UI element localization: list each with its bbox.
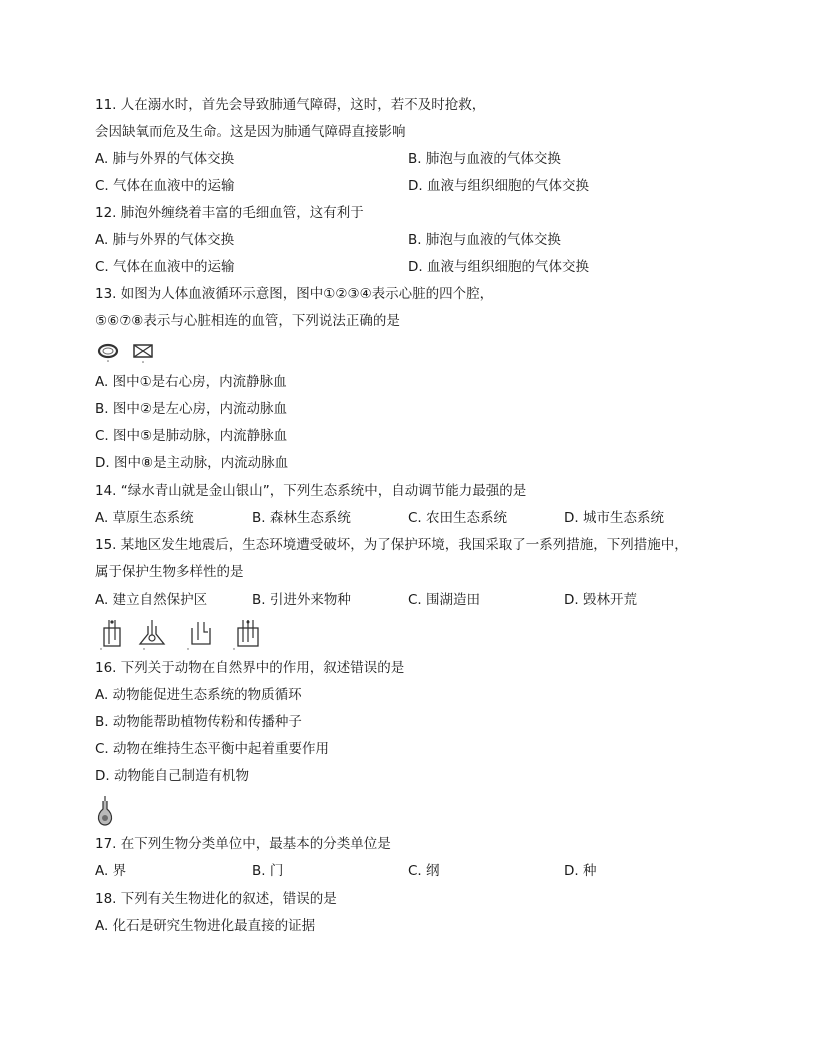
q17-option-d: D. 种 — [564, 863, 597, 879]
apparatus-figure — [98, 618, 268, 652]
q12-option-a: A. 肺与外界的气体交换 — [95, 232, 235, 248]
q15-option-c: C. 围湖造田 — [408, 592, 481, 608]
q11-stem-line2: 会因缺氧而危及生命。这是因为肺通气障碍直接影响 — [95, 124, 406, 140]
q18-option-a: A. 化石是研究生物进化最直接的证据 — [95, 918, 316, 934]
q16-option-d: D. 动物能自己制造有机物 — [95, 768, 249, 784]
q12-option-d: D. 血液与组织细胞的气体交换 — [408, 259, 589, 275]
q13-option-d: D. 图中⑧是主动脉，内流动脉血 — [95, 455, 289, 471]
q13-option-b: B. 图中②是左心房，内流动脉血 — [95, 401, 287, 417]
q11-option-d: D. 血液与组织细胞的气体交换 — [408, 178, 589, 194]
q15-option-b: B. 引进外来物种 — [252, 592, 351, 608]
q16-stem: 16. 下列关于动物在自然界中的作用，叙述错误的是 — [95, 660, 405, 676]
q16-option-c: C. 动物在维持生态平衡中起着重要作用 — [95, 741, 330, 757]
q14-stem: 14. “绿水青山就是金山银山”，下列生态系统中，自动调节能力最强的是 — [95, 483, 527, 499]
q17-stem: 17. 在下列生物分类单位中，最基本的分类单位是 — [95, 836, 391, 852]
q11-option-c: C. 气体在血液中的运输 — [95, 178, 235, 194]
q12-option-c: C. 气体在血液中的运输 — [95, 259, 235, 275]
flask-figure — [97, 795, 113, 827]
q14-option-a: A. 草原生态系统 — [95, 510, 194, 526]
q15-stem-line2: 属于保护生物多样性的是 — [95, 564, 244, 580]
q14-option-c: C. 农田生态系统 — [408, 510, 508, 526]
q11-option-a: A. 肺与外界的气体交换 — [95, 151, 235, 167]
q14-option-d: D. 城市生态系统 — [564, 510, 664, 526]
q14-option-b: B. 森林生态系统 — [252, 510, 351, 526]
q17-option-b: B. 门 — [252, 863, 284, 879]
q13-option-a: A. 图中①是右心房，内流静脉血 — [95, 374, 287, 390]
q15-stem-line1: 15. 某地区发生地震后，生态环境遭受破坏，为了保护环境，我国采取了一系列措施，下列措施中， — [95, 537, 688, 553]
q13-option-c: C. 图中⑤是肺动脉，内流静脉血 — [95, 428, 288, 444]
q13-stem-line1: 13. 如图为人体血液循环示意图，图中①②③④表示心脏的四个腔， — [95, 286, 494, 302]
q12-option-b: B. 肺泡与血液的气体交换 — [408, 232, 561, 248]
q11-stem-line1: 11. 人在溺水时，首先会导致肺通气障碍，这时，若不及时抢救， — [95, 97, 486, 113]
q18-stem: 18. 下列有关生物进化的叙述，错误的是 — [95, 891, 337, 907]
q11-option-b: B. 肺泡与血液的气体交换 — [408, 151, 561, 167]
q17-option-c: C. 纲 — [408, 863, 440, 879]
q15-option-a: A. 建立自然保护区 — [95, 592, 208, 608]
q16-option-a: A. 动物能促进生态系统的物质循环 — [95, 687, 302, 703]
q16-option-b: B. 动物能帮助植物传粉和传播种子 — [95, 714, 302, 730]
q13-circulation-figure — [96, 341, 160, 365]
q17-option-a: A. 界 — [95, 863, 127, 879]
q12-stem: 12. 肺泡外缠绕着丰富的毛细血管，这有利于 — [95, 205, 364, 221]
q13-stem-line2: ⑤⑥⑦⑧表示与心脏相连的血管，下列说法正确的是 — [95, 313, 400, 329]
q15-option-d: D. 毁林开荒 — [564, 592, 637, 608]
